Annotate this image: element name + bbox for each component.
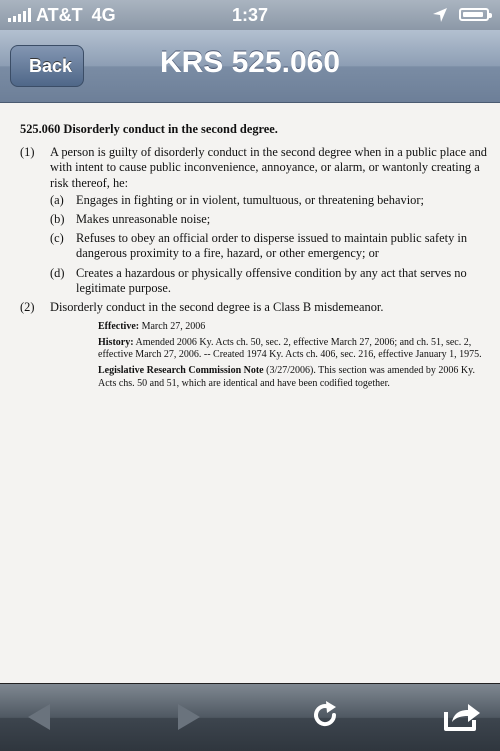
item-letter: (c): [50, 231, 64, 246]
list-item: [50, 266, 488, 296]
forward-arrow-icon[interactable]: [168, 698, 208, 734]
back-button-label: Back: [29, 56, 73, 76]
item-text: Makes unreasonable noise;: [76, 212, 211, 227]
status-bar: [0, 0, 500, 30]
history-label: History:: [98, 336, 134, 348]
effective-label: Effective:: [98, 321, 140, 333]
item-text: Creates a hazardous or physically offensive condition by any act that serves no legitimate purpose.: [76, 265, 467, 295]
section-heading: 525.060 Disorderly conduct in the second degree.: [20, 122, 278, 136]
item-text: Engages in fighting or in violent, tumultuous, or threatening behavior;: [76, 192, 424, 207]
carrier-name: AT&T: [36, 5, 83, 25]
back-arrow-icon[interactable]: [20, 698, 60, 734]
browser-toolbar: [0, 683, 500, 751]
effective-text: March 27, 2006: [141, 321, 206, 333]
item-letter: (b): [50, 212, 65, 227]
lrc-note: [98, 365, 488, 390]
network-type: 4G: [91, 5, 116, 25]
paragraph-number: (1): [20, 145, 35, 160]
history-note: [98, 337, 488, 362]
paragraph-text: A person is guilty of disorderly conduct in the second degree when in a public place and with intent to cause public inconvenience, annoyance, or alarm, or wantonly creating a risk thereof, he:: [50, 145, 487, 190]
paragraph-text: Disorderly conduct in the second degree is a Class B misdemeanor.: [50, 300, 384, 315]
battery-level: [463, 12, 483, 17]
item-text: Refuses to obey an official order to disperse issued to maintain public safety in dangerous proximity to a fire, hazard, or other emergency; or: [76, 231, 468, 261]
paragraph-2: [20, 300, 488, 315]
effective-date: [98, 321, 488, 334]
lrc-note-text: (3/27/2006). This section was amended by 2006 Ky. Acts chs. 50 and 51, which are identical and have been codified together.: [98, 365, 475, 389]
location-arrow-icon: [432, 7, 448, 28]
item-letter: (a): [50, 192, 64, 207]
item-letter: (d): [50, 265, 65, 280]
lrc-note-label: Legislative Research Commission Note: [98, 365, 264, 377]
statute-document: [20, 122, 488, 390]
navigation-bar: [0, 30, 500, 103]
battery-icon: [459, 8, 489, 21]
clock: 1:37: [231, 5, 269, 25]
history-text: Amended 2006 Ky. Acts ch. 50, sec. 2, effective March 27, 2006; and ch. 51, sec. 2, effective March 27, 2006. -- Created 1974 Ky. Acts ch. 406, sec. 216, effective January 1, 1975.: [98, 336, 482, 361]
paragraph-1: [20, 145, 488, 191]
page-title: KRS 525.060: [159, 46, 341, 79]
paragraph-number: (2): [20, 300, 35, 315]
list-item: [50, 212, 488, 227]
reload-icon[interactable]: [306, 698, 346, 734]
list-item: [50, 231, 488, 261]
list-item: [50, 193, 488, 208]
share-icon[interactable]: [440, 698, 480, 734]
